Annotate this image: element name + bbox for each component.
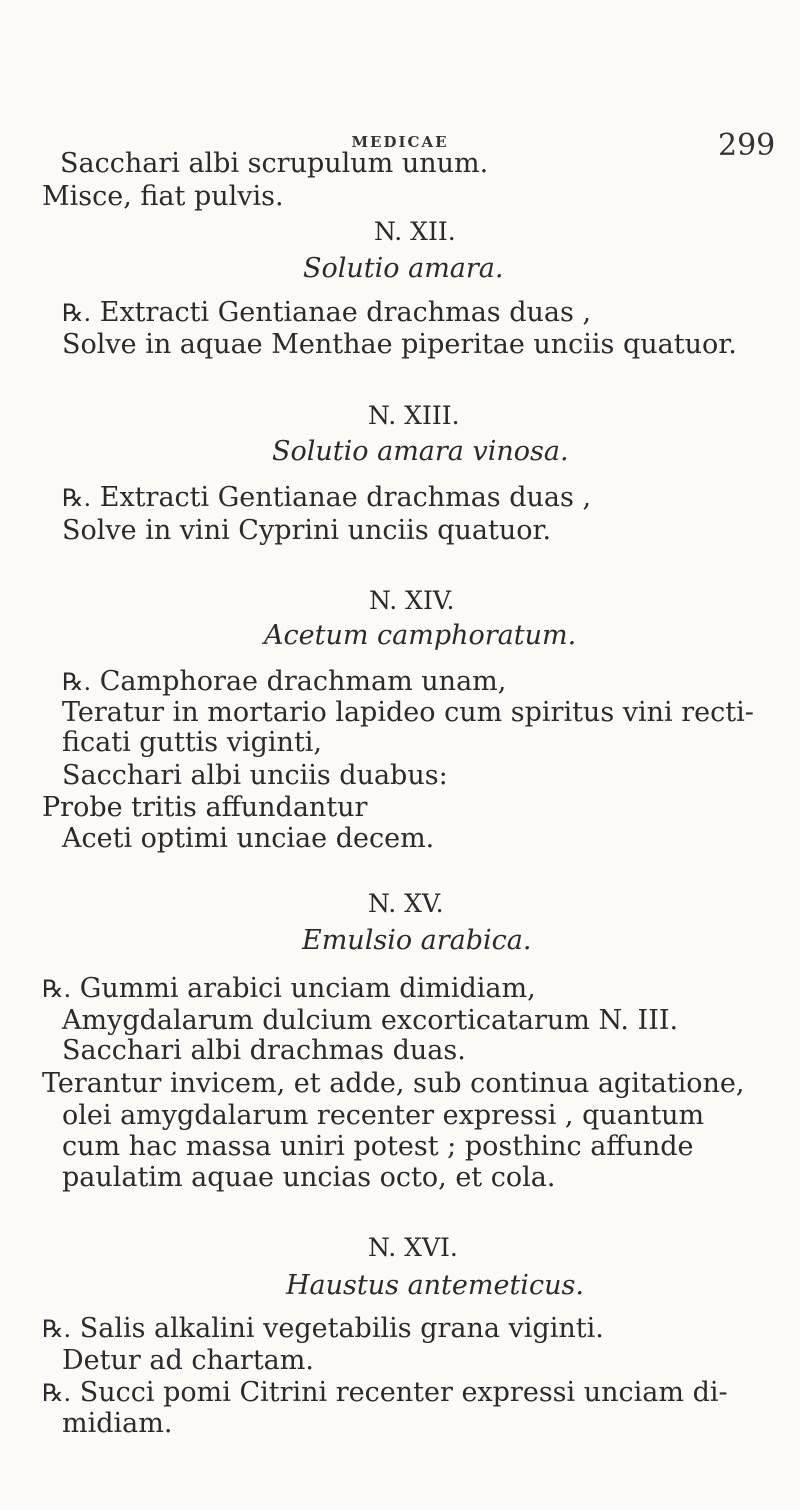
section-title: Solutio amara. bbox=[303, 253, 504, 284]
recipe-line: ℞. Salis alkalini vegetabilis grana viginti. bbox=[42, 1313, 604, 1344]
page-number: 299 bbox=[718, 128, 776, 163]
text-line: Sacchari albi drachmas duas. bbox=[62, 1035, 466, 1066]
section-title: Haustus antemeticus. bbox=[286, 1270, 584, 1301]
recipe-symbol: ℞. bbox=[42, 975, 72, 1003]
text-line: Solve in aquae Menthae piperitae unciis quatuor. bbox=[62, 329, 737, 360]
text-line: Misce, fiat pulvis. bbox=[42, 181, 284, 212]
text-line: Probe tritis affundantur bbox=[42, 792, 368, 823]
text-line: Detur ad chartam. bbox=[62, 1345, 314, 1376]
section-number: N. XII. bbox=[374, 217, 456, 246]
text-line: paulatim aquae uncias octo, et cola. bbox=[62, 1162, 556, 1193]
running-title: MEDICAE bbox=[351, 133, 449, 151]
recipe-symbol: ℞. bbox=[62, 484, 92, 512]
recipe-line: ℞. Gummi arabici unciam dimidiam, bbox=[42, 973, 536, 1004]
recipe-symbol: ℞. bbox=[62, 299, 92, 327]
text-line: cum hac massa uniri potest ; posthinc affunde bbox=[62, 1131, 694, 1162]
recipe-line: ℞. Camphorae drachmam unam, bbox=[62, 666, 507, 697]
text-line: midiam. bbox=[62, 1408, 173, 1439]
text-line: Teratur in mortario lapideo cum spiritus vini recti- bbox=[62, 697, 754, 728]
recipe-line: ℞. Extracti Gentianae drachmas duas , bbox=[62, 297, 592, 328]
section-number: N. XV. bbox=[368, 889, 444, 918]
text-line: ficati guttis viginti, bbox=[62, 727, 323, 758]
text-line: Terantur invicem, et adde, sub continua agitatione, bbox=[42, 1068, 745, 1099]
recipe-line: ℞. Succi pomi Citrini recenter expressi unciam di- bbox=[42, 1377, 728, 1408]
section-number: N. XIII. bbox=[368, 401, 460, 430]
text-line: Sacchari albi scrupulum unum. bbox=[60, 148, 489, 179]
section-title: Emulsio arabica. bbox=[302, 925, 532, 956]
text-line: Solve in vini Cyprini unciis quatuor. bbox=[62, 515, 552, 546]
section-number: N. XVI. bbox=[368, 1233, 458, 1262]
text-line: Aceti optimi unciae decem. bbox=[62, 823, 435, 854]
section-number: N. XIV. bbox=[369, 586, 455, 615]
text-line: Sacchari albi unciis duabus: bbox=[62, 760, 448, 791]
text-line: olei amygdalarum recenter expressi , quantum bbox=[62, 1100, 705, 1131]
recipe-symbol: ℞. bbox=[62, 668, 92, 696]
section-title: Solutio amara vinosa. bbox=[272, 436, 569, 467]
recipe-symbol: ℞. bbox=[42, 1379, 72, 1407]
section-title: Acetum camphoratum. bbox=[264, 620, 577, 651]
recipe-symbol: ℞. bbox=[42, 1315, 72, 1343]
recipe-line: ℞. Extracti Gentianae drachmas duas , bbox=[62, 482, 592, 513]
text-line: Amygdalarum dulcium excorticatarum N. III. bbox=[62, 1005, 679, 1036]
